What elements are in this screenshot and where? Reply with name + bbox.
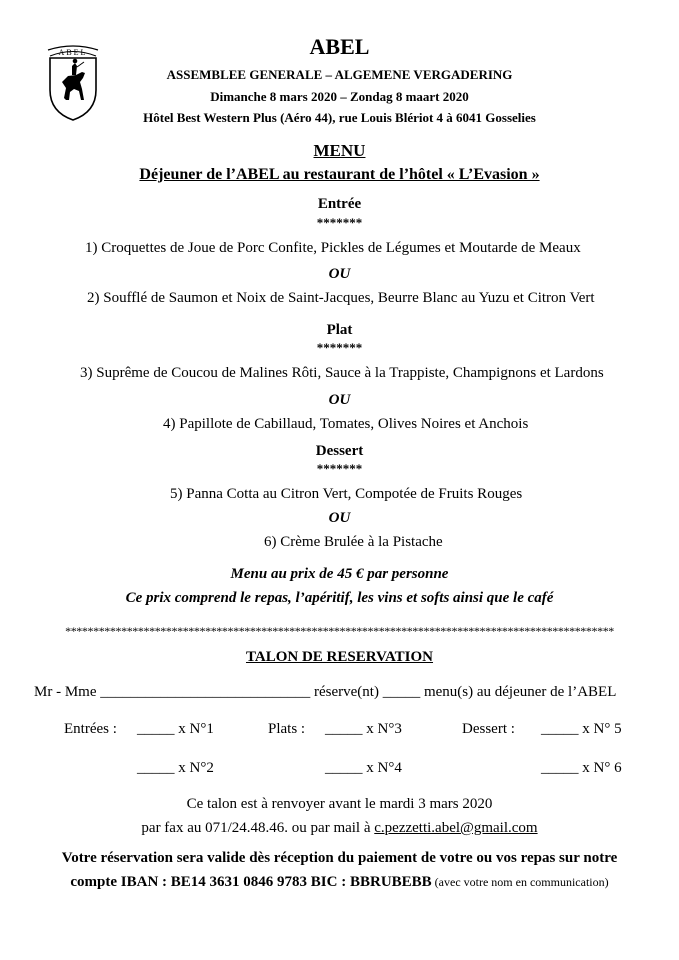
reservation-heading: TALON DE RESERVATION: [245, 649, 434, 665]
menu-option-3: 3) Suprême de Coucou de Malines Rôti, Sauce à la Trappiste, Champignons et Lardons: [80, 365, 604, 381]
plat-heading: Plat: [326, 322, 353, 338]
logo-lettering: ABEL: [58, 48, 88, 57]
validity-line-1: Votre réservation sera valide dès réception du paiement de votre ou vos repas sur notre: [61, 850, 618, 866]
menu-option-4: 4) Papillote de Cabillaud, Tomates, Olives Noires et Anchois: [163, 416, 529, 432]
dessert-heading: Dessert: [315, 443, 364, 459]
menu-option-1: 1) Croquettes de Joue de Porc Confite, Pickles de Légumes et Moutarde de Meaux: [85, 240, 581, 256]
plat-stars: *******: [316, 340, 363, 355]
or-separator: OU: [328, 510, 351, 526]
field-n3[interactable]: _____ x N°3: [325, 721, 402, 737]
dessert-stars: *******: [316, 461, 363, 476]
field-n1[interactable]: _____ x N°1: [137, 721, 214, 737]
or-separator: OU: [328, 392, 351, 408]
event-venue: Hôtel Best Western Plus (Aéro 44), rue Louis Blériot 4 à 6041 Gosselies: [143, 110, 536, 125]
event-subtitle: ASSEMBLEE GENERALE – ALGEMENE VERGADERING: [166, 67, 513, 82]
entree-stars: *******: [316, 215, 363, 230]
menu-heading: MENU: [313, 141, 366, 160]
entrees-label: Entrées :: [64, 721, 117, 737]
communication-note: (avec votre nom en communication): [431, 875, 609, 889]
star-separator: **************************************************************************************************: [65, 624, 614, 638]
price-includes: Ce prix comprend le repas, l’apéritif, les vins et softs ainsi que le café: [125, 590, 554, 606]
entree-heading: Entrée: [317, 196, 362, 212]
field-n5[interactable]: _____ x N° 5: [541, 721, 622, 737]
lunch-title: Déjeuner de l’ABEL au restaurant de l’hôtel « L’Evasion »: [139, 166, 540, 183]
return-deadline: Ce talon est à renvoyer avant le mardi 3 mars 2020: [186, 796, 493, 812]
email-link[interactable]: c.pezzetti.abel@gmail.com: [374, 820, 538, 836]
dessert-label: Dessert :: [462, 721, 515, 737]
menu-option-2: 2) Soufflé de Saumon et Noix de Saint-Jacques, Beurre Blanc au Yuzu et Citron Vert: [87, 290, 595, 306]
plats-label: Plats :: [268, 721, 306, 737]
contact-prefix: par fax au 071/24.48.46. ou par mail à: [141, 820, 375, 836]
field-n4[interactable]: _____ x N°4: [325, 760, 402, 776]
menu-option-6: 6) Crème Brulée à la Pistache: [264, 534, 443, 550]
or-separator: OU: [328, 266, 351, 282]
validity-line-2: [0, 874, 679, 891]
event-date: Dimanche 8 mars 2020 – Zondag 8 maart 2020: [210, 89, 469, 104]
iban-bic: compte IBAN : BE14 3631 0846 9783 BIC : BBRUBEBB: [70, 874, 432, 890]
price-line: Menu au prix de 45 € par personne: [230, 566, 449, 582]
contact-line: [0, 820, 679, 837]
menu-option-5: 5) Panna Cotta au Citron Vert, Compotée de Fruits Rouges: [170, 486, 523, 502]
field-n6[interactable]: _____ x N° 6: [541, 760, 622, 776]
name-reservation-line: Mr - Mme ____________________________ réserve(nt) _____ menu(s) au déjeuner de l’ABEL: [34, 684, 617, 700]
field-n2[interactable]: _____ x N°2: [137, 760, 214, 776]
page-title: ABEL: [309, 34, 370, 59]
